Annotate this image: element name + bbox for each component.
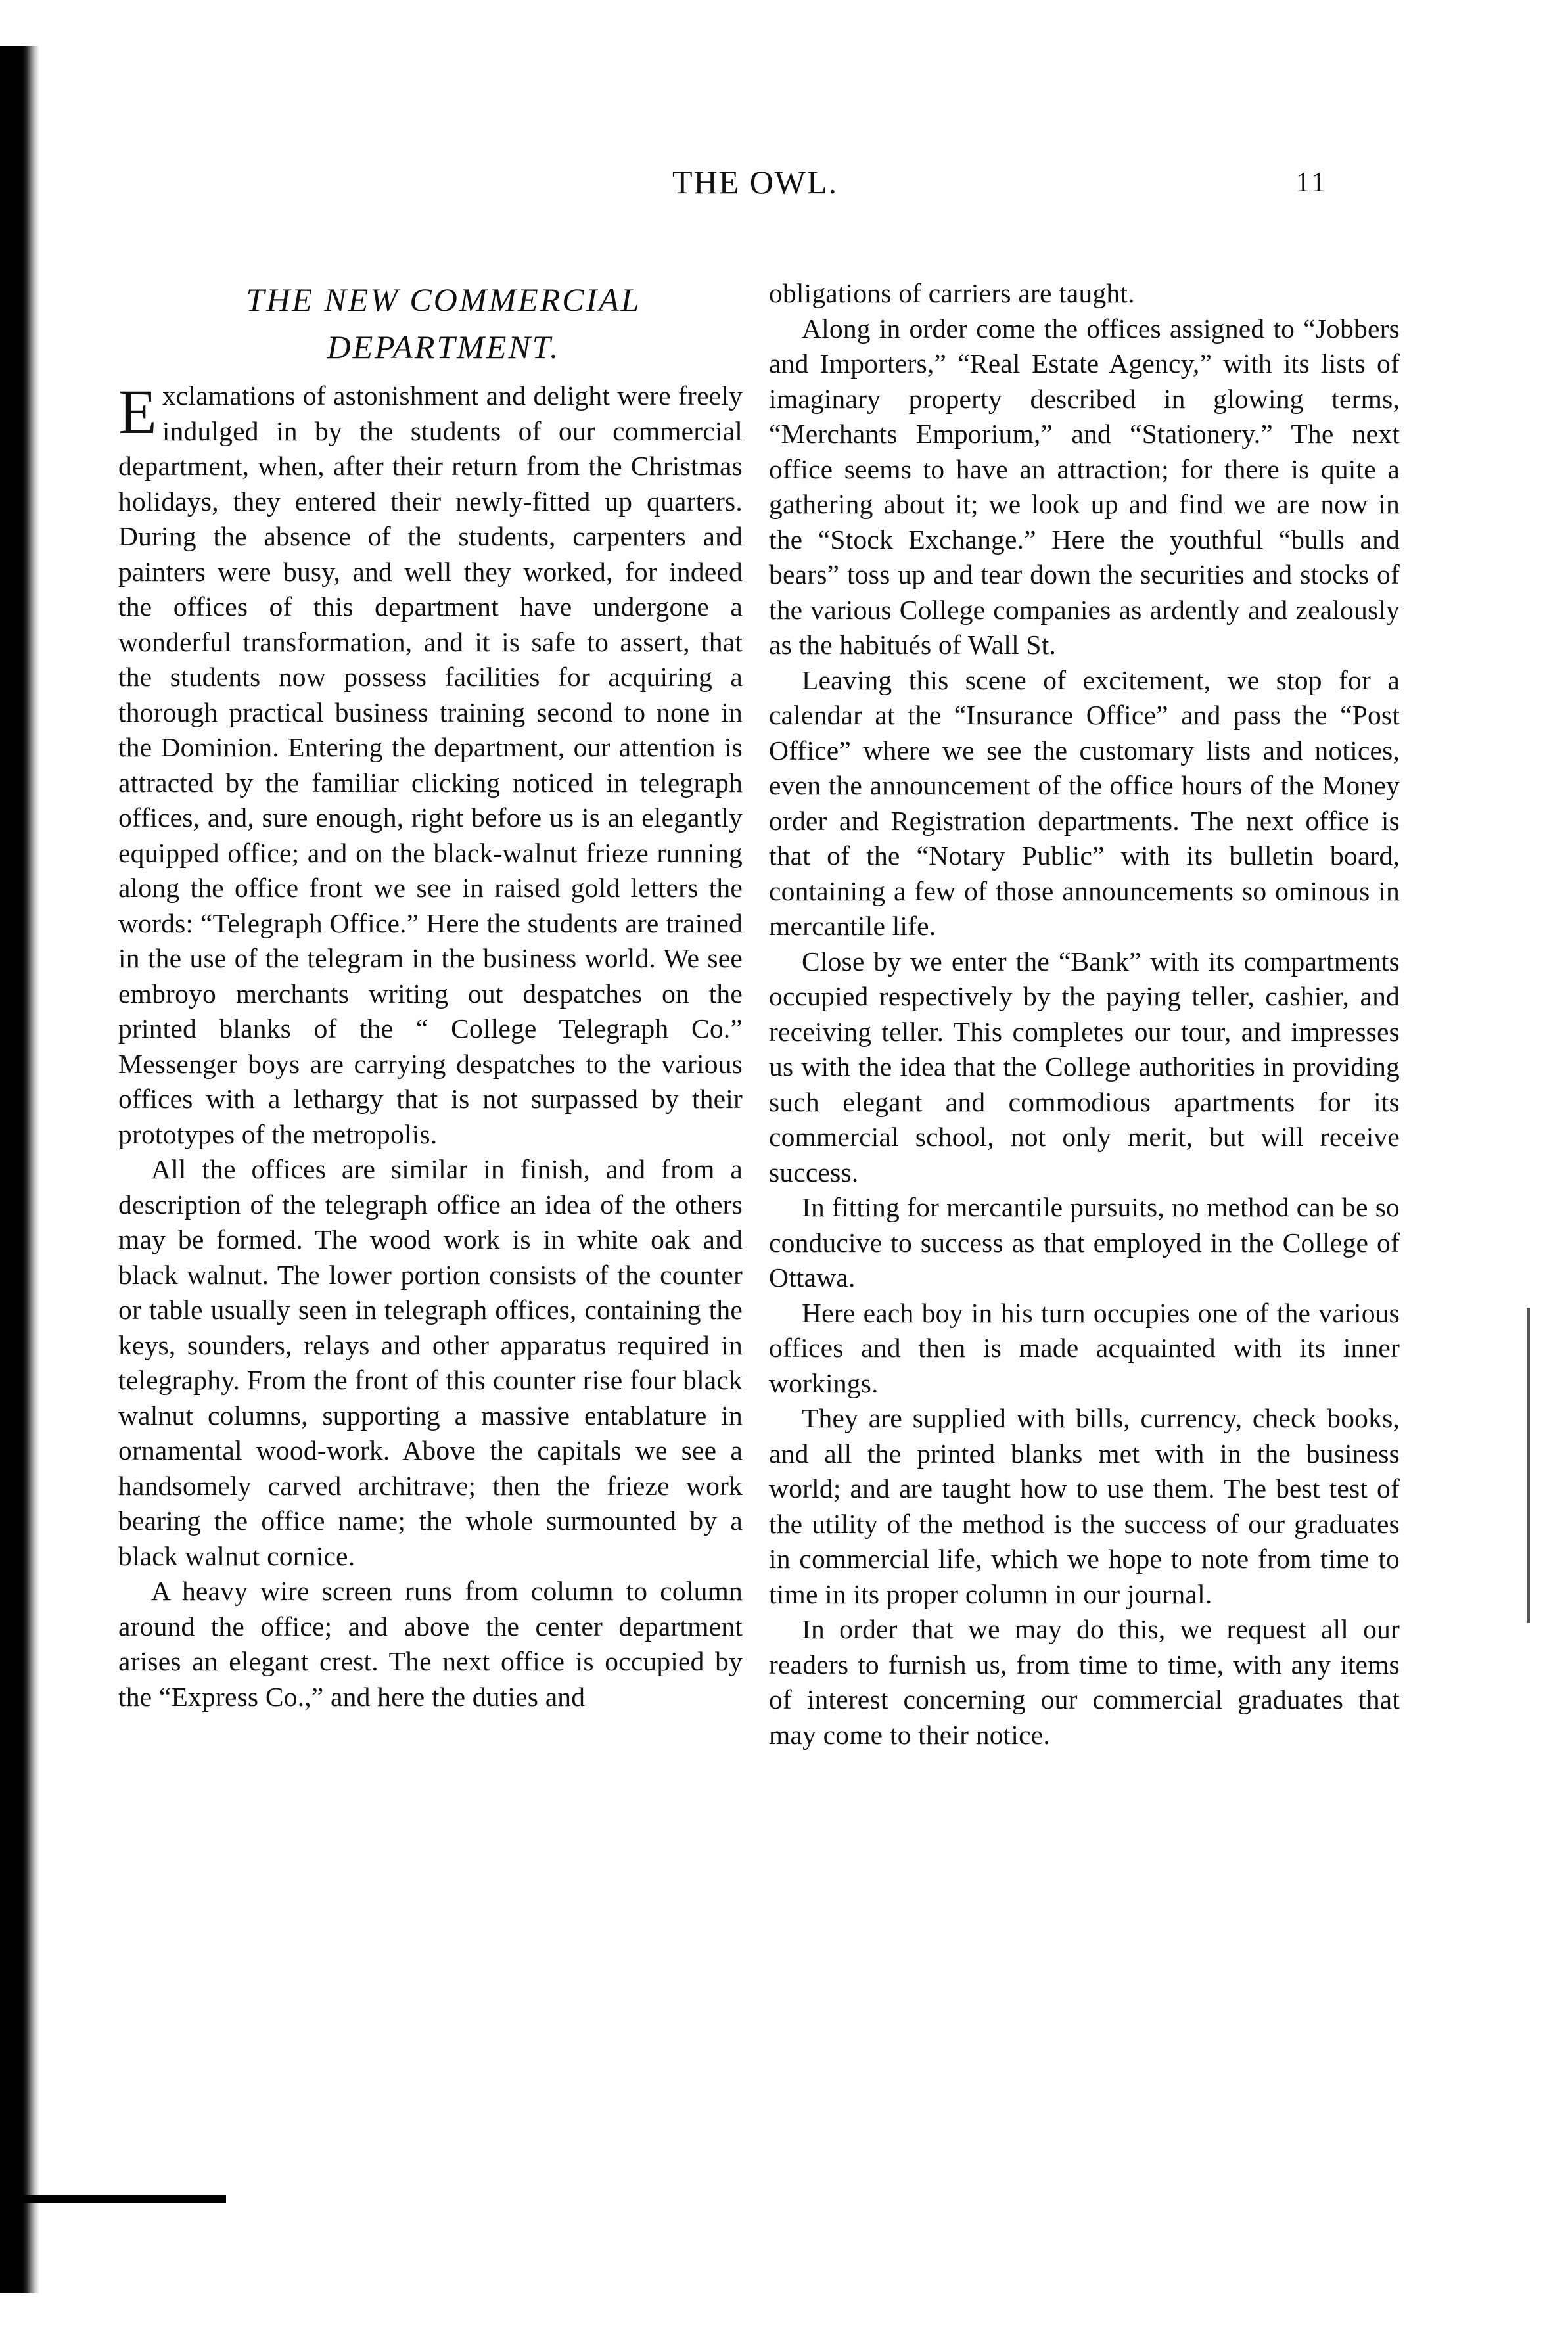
- paragraph-text: xclamations of astonishment and delight were freely indulged in by the students of our commercial department, when, after their return from the Christmas holidays, they entered their newly-fitted up quarters. During the absence of the students, carpenters and painters were busy, and well they worked, for indeed the offices of this department have undergone a wonderful transformation, and it is safe to assert, that the students now possess facilities for acquiring a thorough practical business training second to none in the Dominion. Entering the department, our attention is attracted by the familiar clicking noticed in telegraph offices, and, sure enough, right before us is an elegantly equipped office; and on the black-walnut frieze running along the office front we see in raised gold letters the words: “Telegraph Office.” Here the students are trained in the use of the telegram in the business world. We see embroyo merchants writing out despatches on the printed blanks of the “ College Telegraph Co.” Messenger boys are carrying despatches to the various offices with a lethargy that is not surpassed by their prototypes of the metropolis.: [118, 380, 743, 1149]
- article-title-line-1: THE NEW COMMERCIAL: [246, 281, 641, 318]
- scan-edge-mark: [16, 2195, 226, 2203]
- right-column: [769, 276, 1400, 1753]
- scan-binding-edge: [0, 46, 39, 2293]
- page-header: [0, 163, 1568, 216]
- paragraph: In order that we may do this, we request all our readers to furnish us, from time to time, with any items of interest concerning our commercial graduates that may come to their notice.: [769, 1614, 1400, 1750]
- page-number: 11: [1296, 168, 1328, 198]
- drop-cap: E: [118, 377, 157, 447]
- article-title: [118, 276, 743, 371]
- running-title: THE OWL.: [672, 164, 839, 200]
- article-title-line-2: DEPARTMENT.: [327, 329, 561, 365]
- paragraph: Along in order come the offices assigned to “Jobbers and Importers,” “Real Estate Agency,” with its lists of imaginary property described in glowing terms, “Merchants Emporium,” and “Stationery.” The next office seems to have an attraction; for there is quite a gathering about it; we look up and find we are now in the “Stock Exchange.” Here the youthful “bulls and bears” toss up and tear down the securities and stocks of the various College companies as ardently and zealously as the habitués of Wall St.: [769, 313, 1400, 660]
- paragraph: In fitting for mercantile pursuits, no method can be so conducive to success as that employed in the College of Ottawa.: [769, 1192, 1400, 1293]
- scan-margin-mark: [1527, 1308, 1530, 1623]
- paragraph: Close by we enter the “Bank” with its compartments occupied respectively by the paying teller, cashier, and receiving teller. This completes our tour, and impresses us with the idea that the College authorities in providing such elegant and commodious apartments for its commercial school, not only merit, but will receive success.: [769, 946, 1400, 1187]
- paragraph: They are supplied with bills, currency, check books, and all the printed blanks met with in the business world; and are taught how to use them. The best test of the utility of the method is the success of our graduates in commercial life, which we hope to note from time to time in its proper column in our journal.: [769, 1403, 1400, 1609]
- paragraph: [118, 379, 743, 1152]
- paragraph: All the offices are similar in finish, and from a description of the telegraph office an idea of the others may be formed. The wood work is in white oak and black walnut. The lower portion consists of the counter or table usually seen in telegraph offices, containing the keys, sounders, relays and other apparatus required in telegraphy. From the front of this counter rise four black walnut columns, supporting a massive entablature in ornamental wood-work. Above the capitals we see a handsomely carved architrave; then the frieze work bearing the office name; the whole surmounted by a black walnut cornice.: [118, 1154, 743, 1571]
- paragraph: A heavy wire screen runs from column to column around the office; and above the center department arises an elegant crest. The next office is occupied by the “Express Co.,” and here the duties and: [118, 1576, 743, 1712]
- paragraph-continuation: obligations of carriers are taught.: [769, 278, 1135, 308]
- left-column: [118, 276, 743, 1714]
- paragraph: Here each boy in his turn occupies one of the various offices and then is made acquainted with its inner workings.: [769, 1297, 1400, 1398]
- paragraph: Leaving this scene of excitement, we stop for a calendar at the “Insurance Office” and pass the “Post Office” where we see the customary lists and notices, even the announcement of the office hours of the Money order and Registration departments. The next office is that of the “Notary Public” with its bulletin board, containing a few of those announcements so ominous in mercantile life.: [769, 664, 1400, 941]
